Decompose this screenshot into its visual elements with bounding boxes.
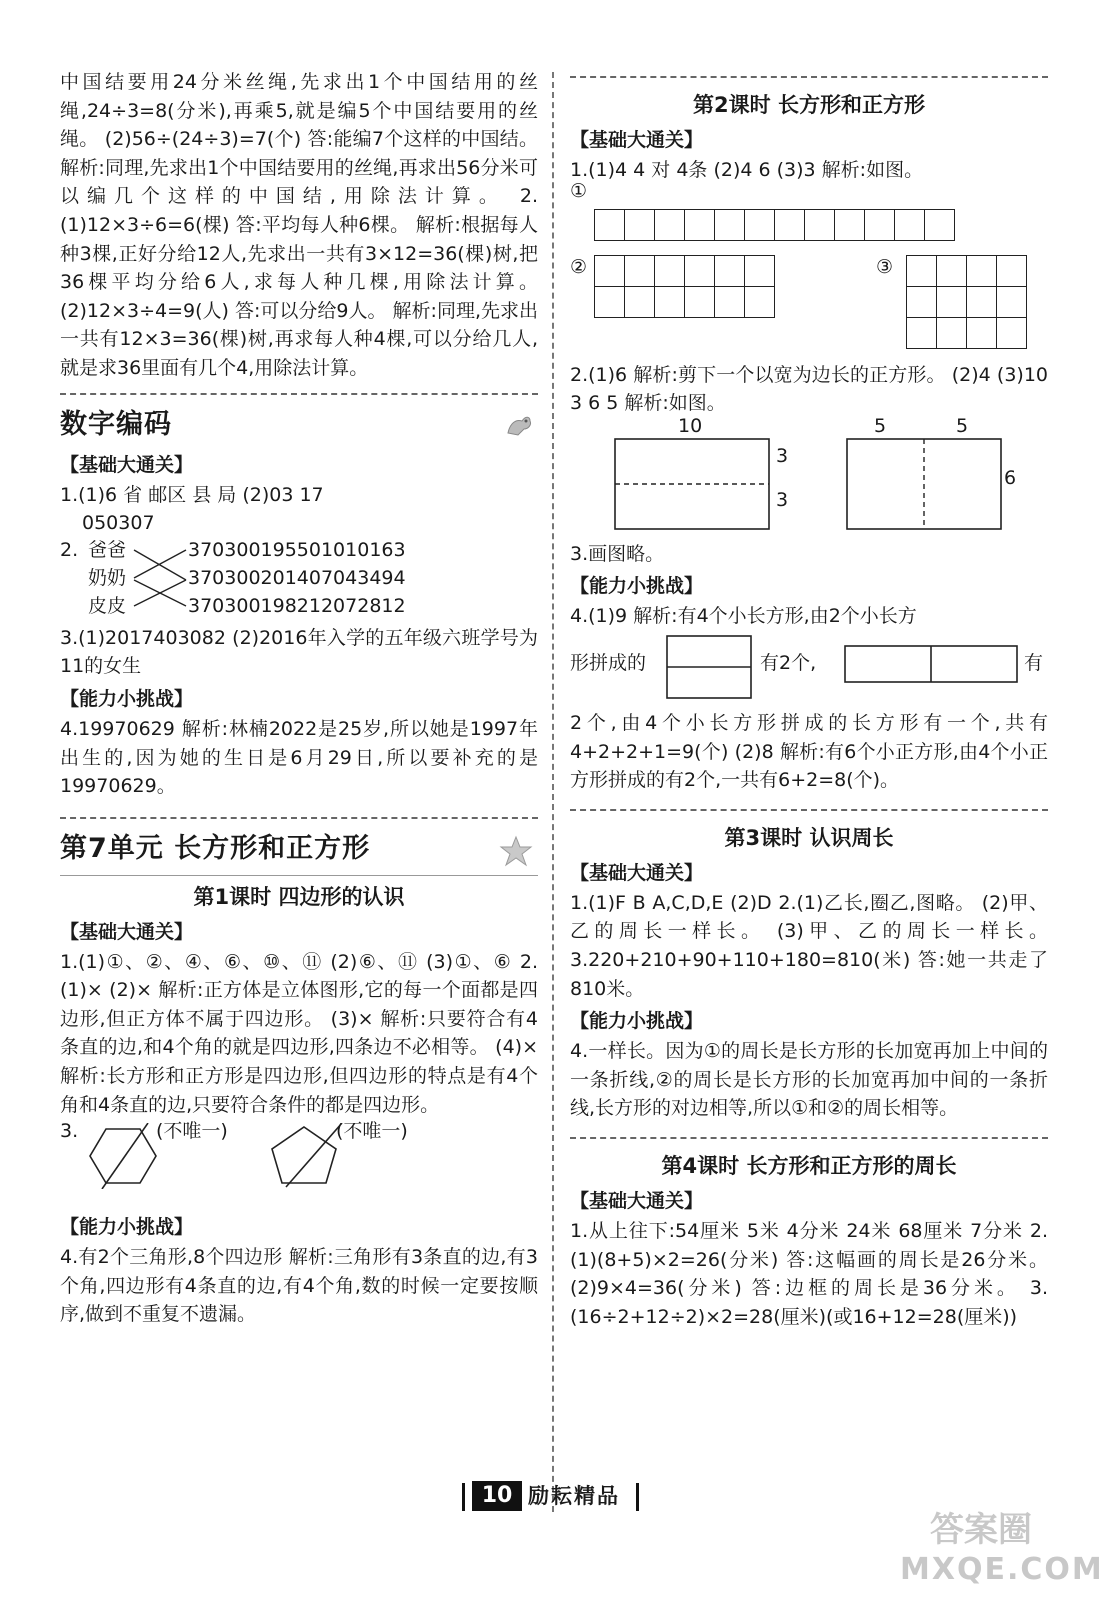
tag-basic: 【基础大通关】 <box>60 920 194 943</box>
dim-label-10: 10 <box>678 414 703 437</box>
id-number-2: 370300201407043494 <box>188 566 406 589</box>
divider <box>570 76 1048 78</box>
figures-2-3 <box>570 249 1048 361</box>
dim-label-3b: 3 <box>776 488 789 511</box>
tag-challenge: 【能力小挑战】 <box>60 1216 194 1239</box>
page-number: 10 <box>472 1481 522 1511</box>
lesson1-answers: 1.(1)①、②、④、⑥、⑩、⑪ (2)⑥、⑪ (3)①、⑥ 2.(1)× (2)× 解析:正方体是立体图形,它的每一个面都是四边形,但正方体不属于四边形。 (3)× 解析:只要符合有4条直的边,和4个角的就是四边形,四条边不必相等。 (4)× 解析:长方形和正方形是四边形,但四边形的特点是有4个角和4条直的边,只要符合条件的都是四边形。 <box>60 950 538 1116</box>
q2-number: 2. <box>60 538 79 561</box>
unit-title <box>60 829 538 869</box>
left-column <box>60 68 538 1329</box>
lesson3-q4: 4.一样长。因为①的周长是长方形的长加宽再加上中间的一条折线,②的周长是长方形的长加宽再加中间的一条折线,长方形的对边相等,所以①和②的周长相等。 <box>570 1040 1048 1120</box>
lesson2-q4-figures <box>570 631 1048 709</box>
section-title-digit-code <box>60 405 538 445</box>
lesson2-q2: 2.(1)6 解析:剪下一个以宽为边长的正方形。 (2)4 (3)10 3 6 5 解析:如图。 <box>570 363 1048 415</box>
lesson4-answers: 1.从上往下:54厘米 5米 4分米 24米 68厘米 7分米 2.(1)(8+5)×2=26(分米) 答:这幅画的周长是26分米。 (2)9×4=36(分米) 答:边框的周长是36分米。 3.(16÷2+12÷2)×2=28(厘米)(或16+12=28(厘米)) <box>570 1219 1048 1328</box>
dim-label-6: 6 <box>1004 466 1017 489</box>
id-number-1: 370300195501010163 <box>188 538 406 561</box>
tag-basic: 【基础大通关】 <box>570 861 704 884</box>
hexagon-figure <box>86 1123 160 1189</box>
tag-basic: 【基础大通关】 <box>60 453 194 476</box>
answer-q1-line1: 1.(1)6 省 邮区 县 局 (2)03 17 <box>60 483 324 506</box>
section-title-text: 数字编码 <box>60 408 172 440</box>
lesson1-q4: 4.有2个三角形,8个四边形 解析:三角形有3条直的边,有3个角,四边形有4条直的边,有4个角,数的时候一定要按顺序,做到不重复不遗漏。 <box>60 1246 538 1326</box>
cartoon-icon <box>504 411 534 439</box>
q3-number: 3. <box>60 1120 79 1143</box>
person-dad: 爸爸 <box>88 538 127 561</box>
dimension-figures <box>570 414 1048 540</box>
answer-q1-line2: 050307 <box>82 512 155 535</box>
tag-challenge: 【能力小挑战】 <box>570 1010 704 1033</box>
tag-basic: 【基础大通关】 <box>570 129 704 151</box>
matching-lines <box>130 538 190 624</box>
dim-label-3a: 3 <box>776 444 789 467</box>
column-divider <box>552 72 554 1512</box>
answer-q3: 3.(1)2017403082 (2)2016年入学的五年级六班学号为11的女生 <box>60 626 538 678</box>
grid-2x6 <box>594 255 775 318</box>
matching-diagram <box>60 538 538 624</box>
id-number-3: 370300198212072812 <box>188 594 406 617</box>
not-unique-note: (不唯一) <box>156 1120 228 1143</box>
lesson-1-title: 第1课时 四边形的认识 <box>193 884 405 909</box>
figure-label-2: ② <box>570 255 588 278</box>
dim-label-5b: 5 <box>956 414 969 437</box>
figure-label-3: ③ <box>876 255 894 278</box>
lesson-2-title: 第2课时 长方形和正方形 <box>693 93 925 117</box>
lesson2-q1: 1.(1)4 4 对 4条 (2)4 6 (3)3 解析:如图。 <box>570 159 924 181</box>
right-column <box>570 68 1048 1331</box>
watermark-logo: 答案圈 <box>930 1510 1032 1550</box>
star-icon <box>498 835 534 867</box>
not-unique-note: (不唯一) <box>336 1120 408 1143</box>
grid-1x12 <box>594 209 955 241</box>
grid-3x4 <box>906 255 1027 349</box>
watermark-url: MXQE.COM <box>900 1552 1104 1587</box>
lesson1-q3-figures <box>60 1119 538 1209</box>
divider <box>570 809 1048 811</box>
answer-q4: 4.19970629 解析:林楠2022是25岁,所以她是1997年出生的,因为她的生日是6月29日,所以要补充的是19970629。 <box>60 717 538 798</box>
divider <box>570 1137 1048 1139</box>
unit-underline <box>60 875 538 876</box>
tag-basic: 【基础大通关】 <box>570 1189 704 1212</box>
figure-label-1: ① <box>570 179 588 202</box>
dim-label-5a: 5 <box>874 414 887 437</box>
lesson-3-title: 第3课时 认识周长 <box>724 825 894 850</box>
tag-challenge: 【能力小挑战】 <box>570 575 704 598</box>
lesson2-q4-a: 4.(1)9 解析:有4个小长方形,由2个小长方 <box>570 605 917 628</box>
person-grandma: 奶奶 <box>88 566 127 589</box>
lesson2-q4-c: 2个,由4个小长方形拼成的长方形有一个,共有4+2+2+1=9(个) (2)8 解析:有6个小正方形,由4个小正方形拼成的有2个,一共有6+2=8(个)。 <box>570 711 1048 792</box>
rect-split-vertical <box>846 438 1006 534</box>
q4-text-b2: 有2个, <box>760 651 817 674</box>
q4-text-b3: 有 <box>1024 651 1044 674</box>
two-rect-stack <box>666 635 754 701</box>
footer-bar-left <box>462 1483 465 1511</box>
lesson3-answers: 1.(1)F B A,C,D,E (2)D 2.(1)乙长,圈乙,图略。 (2)甲、乙的周长一样长。 (3)甲、乙的周长一样长。 3.220+210+90+110+180=810(米) 答:她一共走了810米。 <box>570 891 1048 1000</box>
pentagon-figure <box>268 1123 344 1189</box>
unit-title-text: 第7单元 长方形和正方形 <box>60 832 371 864</box>
divider <box>60 817 538 819</box>
figure-1 <box>570 179 1048 243</box>
brand-name: 励耘精品 <box>528 1484 620 1508</box>
two-rect-row <box>844 645 1020 685</box>
divider <box>60 393 538 395</box>
rect-split-horizontal <box>614 438 774 534</box>
person-pipi: 皮皮 <box>88 594 127 617</box>
lesson2-q3: 3.画图略。 <box>570 542 665 565</box>
tag-challenge: 【能力小挑战】 <box>60 687 194 710</box>
q4-text-b1: 形拼成的 <box>570 651 647 674</box>
footer-bar-right <box>636 1483 639 1511</box>
answer-text-intro: 中国结要用24分米丝绳,先求出1个中国结用的丝绳,24÷3=8(分米),再乘5,就是编5个中国结要用的丝绳。 (2)56÷(24÷3)=7(个) 答:能编7个这样的中国结。 解析:同理,先求出1个中国结要用的丝绳,再求出56分米可以编几个这样的中国结,用除法计算。 2.(1)12×3÷6=6(棵) 答:平均每人种6棵。 解析:根据每人种3棵,正好分给12人,先求出一共有3×12=36(棵)树,把36棵平均分给6人,求每人种几棵,用除法计算。 (2)12×3÷4=9(人) 答:可以分给9人。 解析:同理,先求出一共有12×3=36(棵)树,再求每人种4棵,可以分给几人,就是求36里面有几个4,用除法计算。 <box>60 71 538 379</box>
lesson-4-title: 第4课时 长方形和正方形的周长 <box>661 1153 957 1178</box>
